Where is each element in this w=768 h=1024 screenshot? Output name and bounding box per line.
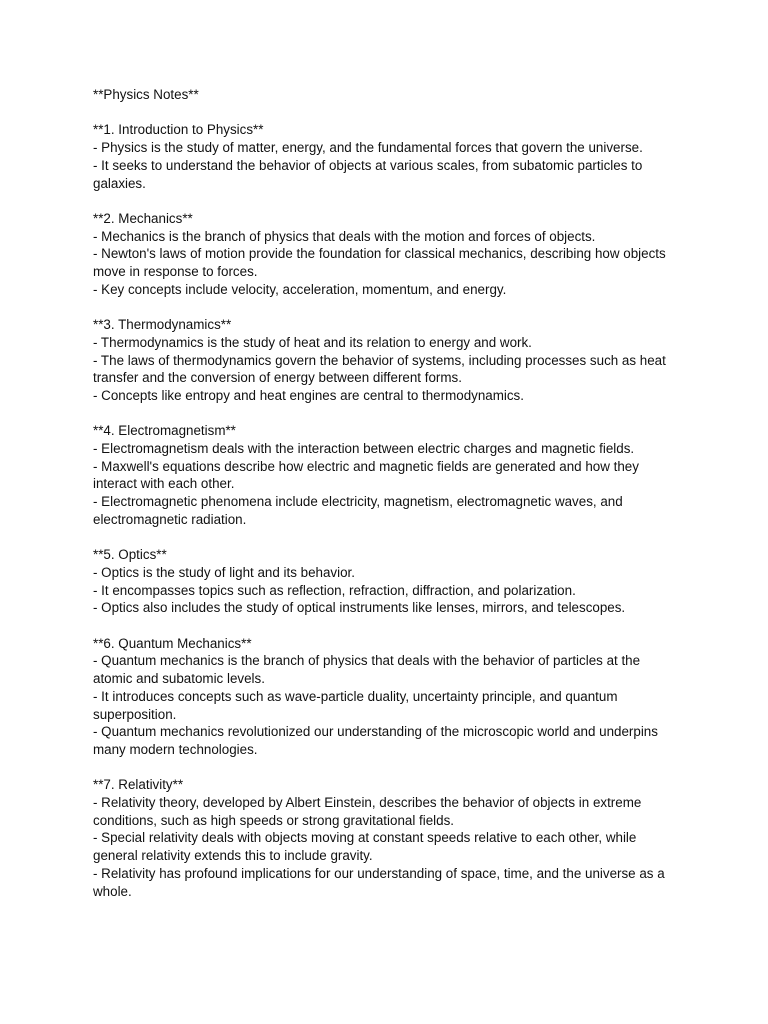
- bullet-text: - It introduces concepts such as wave-particle duality, uncertainty principle, and quantum superposition.: [93, 688, 618, 722]
- bullet-text: - Relativity theory, developed by Albert Einstein, describes the behavior of objects in extreme conditions, such as high speeds or strong gravitational fields.: [93, 795, 642, 828]
- bullet-text: - It seeks to understand the behavior of objects at various scales, from subatomic particles to galaxies.: [93, 157, 643, 191]
- bullet-text: - Optics also includes the study of optical instruments like lenses, mirrors, and telescopes.: [93, 600, 626, 616]
- bullet-text: - Quantum mechanics revolutionized our understanding of the microscopic world and underpins many modern technologies.: [93, 724, 658, 757]
- section-heading: **2. Mechanics**: [93, 210, 193, 226]
- section-electromagnetism: [93, 422, 682, 528]
- section-introduction: [93, 121, 682, 192]
- bullet-text: - Optics is the study of light and its behavior.: [93, 564, 355, 580]
- section-quantum-mechanics: [93, 635, 682, 759]
- bullet-text: - Quantum mechanics is the branch of physics that deals with the behavior of particles at the atomic and subatomic levels.: [93, 653, 641, 687]
- bullet-text: - Relativity has profound implications for our understanding of space, time, and the universe as a whole.: [93, 865, 665, 899]
- bullet-text: - Electromagnetism deals with the interaction between electric charges and magnetic fields.: [93, 441, 635, 456]
- bullet-text: - It encompasses topics such as reflection, refraction, diffraction, and polarization.: [93, 582, 576, 598]
- bullet-text: - The laws of thermodynamics govern the behavior of systems, including processes such as heat transfer and the conversion of energy between different forms.: [93, 352, 666, 386]
- section-heading: **3. Thermodynamics**: [93, 317, 232, 333]
- section-mechanics: [93, 210, 682, 299]
- bullet-text: - Thermodynamics is the study of heat and its relation to energy and work.: [93, 334, 532, 350]
- section-heading: **1. Introduction to Physics**: [93, 122, 264, 138]
- bullet-text: - Electromagnetic phenomena include electricity, magnetism, electromagnetic waves, and electromagnetic radiation.: [93, 494, 623, 527]
- section-heading: **4. Electromagnetism**: [93, 423, 236, 439]
- bullet-text: - Mechanics is the branch of physics that deals with the motion and forces of objects.: [93, 228, 596, 244]
- section-thermodynamics: [93, 316, 682, 405]
- section-heading: **6. Quantum Mechanics**: [93, 635, 252, 651]
- bullet-text: - Concepts like entropy and heat engines are central to thermodynamics.: [93, 387, 524, 403]
- document-title: **Physics Notes**: [93, 87, 199, 102]
- bullet-text: - Physics is the study of matter, energy, and the fundamental forces that govern the universe.: [93, 140, 643, 156]
- bullet-text: - Special relativity deals with objects moving at constant speeds relative to each other, while general relativity extends this to include gravity.: [93, 830, 637, 864]
- bullet-text: - Newton's laws of motion provide the foundation for classical mechanics, describing how objects move in response to forces.: [93, 246, 666, 279]
- section-heading: **5. Optics**: [93, 547, 167, 563]
- section-relativity: [93, 776, 682, 900]
- section-optics: [93, 546, 682, 617]
- bullet-text: - Maxwell's equations describe how electric and magnetic fields are generated and how they interact with each other.: [93, 458, 639, 492]
- bullet-text: - Key concepts include velocity, acceleration, momentum, and energy.: [93, 281, 507, 297]
- section-heading: **7. Relativity**: [93, 777, 184, 793]
